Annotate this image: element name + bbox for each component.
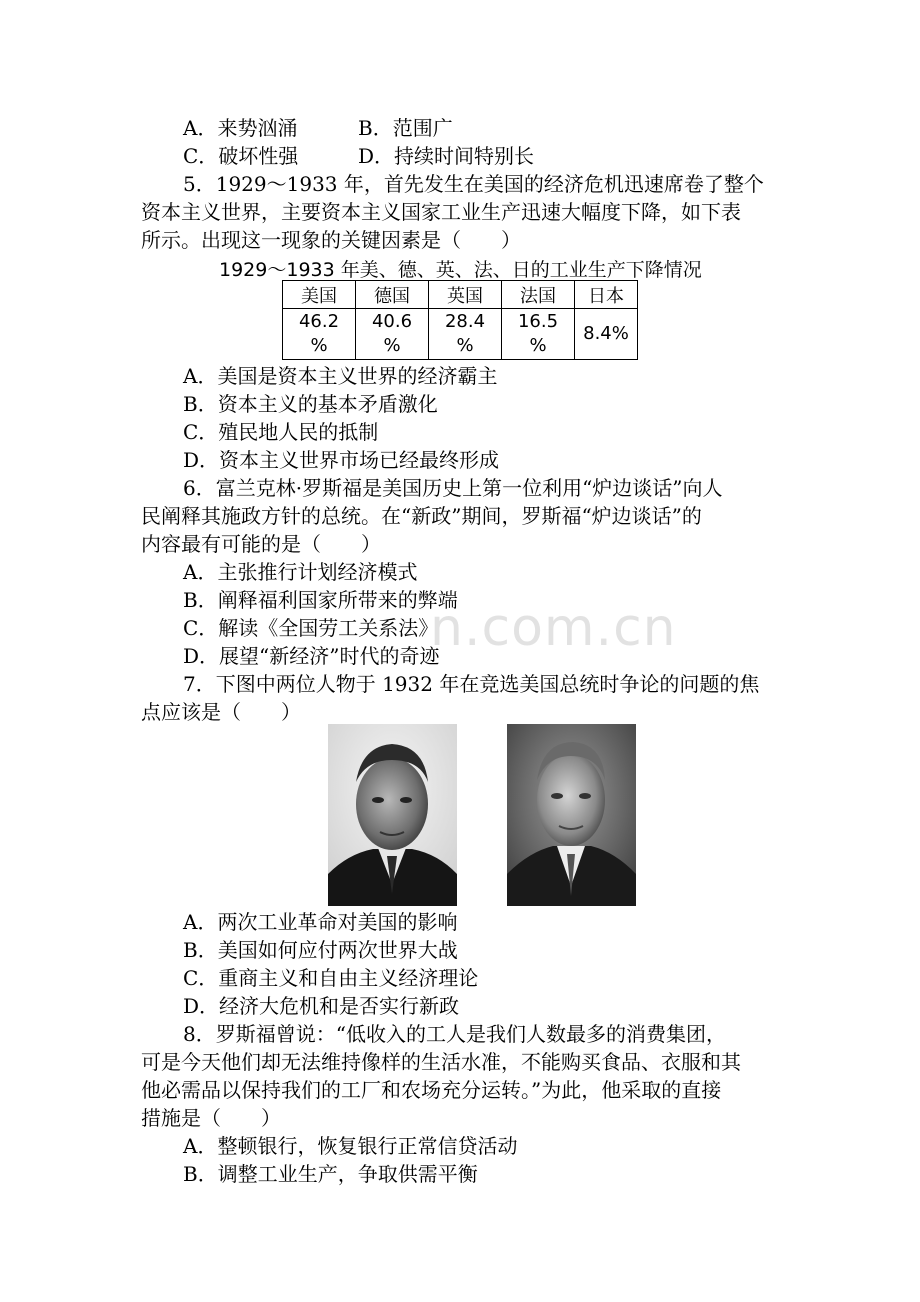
table-header-cell: 法国 <box>502 281 575 309</box>
table-header-cell: 英国 <box>429 281 502 309</box>
q7-option-c: C．重商主义和自由主义经济理论 <box>183 966 479 990</box>
q8-stem-line2: 可是今天他们却无法维持像样的生活水准，不能购买食品、衣服和其 <box>141 1050 741 1074</box>
q5-option-c: C．殖民地人民的抵制 <box>183 420 379 444</box>
q8-stem-line1: 8．罗斯福曾说：“低收入的工人是我们人数最多的消费集团， <box>183 1022 726 1046</box>
q6-option-d: D．展望“新经济”时代的奇迹 <box>183 644 440 668</box>
table-header-cell: 德国 <box>356 281 429 309</box>
q5-stem-line1: 5．1929～1933 年，首先发生在美国的经济危机迅速席卷了整个 <box>183 172 764 196</box>
portrait-photo-left <box>328 724 457 906</box>
q6-stem-line2: 民阐释其施政方针的总统。在“新政”期间，罗斯福“炉边谈话”的 <box>141 504 702 528</box>
table-cell <box>356 309 429 360</box>
table-row <box>283 309 638 360</box>
table-header-row <box>283 281 638 309</box>
portrait-image <box>507 724 636 906</box>
q6-option-b: B．阐释福利国家所带来的弊端 <box>183 588 458 612</box>
portrait-photo-right <box>507 724 636 906</box>
cell-value: 8.4% <box>583 323 629 344</box>
table-header-cell: 美国 <box>283 281 356 309</box>
cell-unit: % <box>310 335 328 356</box>
q5-option-b: B．资本主义的基本矛盾激化 <box>183 392 438 416</box>
cell-value: 28.4 <box>444 311 486 332</box>
q5-table-title: 1929～1933 年美、德、英、法、日的工业生产下降情况 <box>219 259 702 281</box>
q7-stem-line1: 7．下图中两位人物于 1932 年在竞选美国总统时争论的问题的焦 <box>183 672 760 696</box>
watermark: n.com.cn <box>430 598 677 658</box>
table-cell <box>502 309 575 360</box>
q5-option-d: D．资本主义世界市场已经最终形成 <box>183 448 500 472</box>
q5-data-table <box>282 280 638 360</box>
q7-option-a: A．两次工业革命对美国的影响 <box>183 910 458 934</box>
table-header-cell: 日本 <box>575 281 638 309</box>
table-cell <box>575 309 638 360</box>
q5-option-a: A．美国是资本主义世界的经济霸主 <box>183 364 498 388</box>
portrait-image <box>328 724 457 906</box>
cell-value: 46.2 <box>298 311 340 332</box>
q6-option-c: C．解读《全国劳工关系法》 <box>183 616 439 640</box>
cell-unit: % <box>383 335 401 356</box>
table-cell <box>283 309 356 360</box>
q6-stem-line1: 6．富兰克林·罗斯福是美国历史上第一位利用“炉边谈话”向人 <box>183 476 723 500</box>
q8-stem-line4: 措施是（ ） <box>141 1106 281 1130</box>
q8-stem-line3: 他必需品以保持我们的工厂和农场充分运转。”为此，他采取的直接 <box>141 1078 722 1102</box>
cell-value: 40.6 <box>371 311 413 332</box>
cell-unit: % <box>456 335 474 356</box>
table-cell <box>429 309 502 360</box>
q4-option-c: C．破坏性强 <box>183 144 299 168</box>
cell-value: 16.5 <box>517 311 559 332</box>
q6-stem-line3: 内容最有可能的是（ ） <box>141 532 381 556</box>
q4-option-a: A．来势汹涌 <box>183 116 298 140</box>
cell-unit: % <box>529 335 547 356</box>
q7-option-d: D．经济大危机和是否实行新政 <box>183 994 460 1018</box>
q8-option-a: A．整顿银行，恢复银行正常信贷活动 <box>183 1134 518 1158</box>
q7-stem-line2: 点应该是（ ） <box>141 700 301 724</box>
q6-option-a: A．主张推行计划经济模式 <box>183 560 418 584</box>
q8-option-b: B．调整工业生产，争取供需平衡 <box>183 1162 478 1186</box>
q7-option-b: B．美国如何应付两次世界大战 <box>183 938 458 962</box>
q5-stem-line2: 资本主义世界，主要资本主义国家工业生产迅速大幅度下降，如下表 <box>141 200 741 224</box>
q5-stem-line3: 所示。出现这一现象的关键因素是（ ） <box>141 228 521 252</box>
q4-option-d: D．持续时间特别长 <box>358 144 535 168</box>
q4-option-b: B．范围广 <box>358 116 453 140</box>
